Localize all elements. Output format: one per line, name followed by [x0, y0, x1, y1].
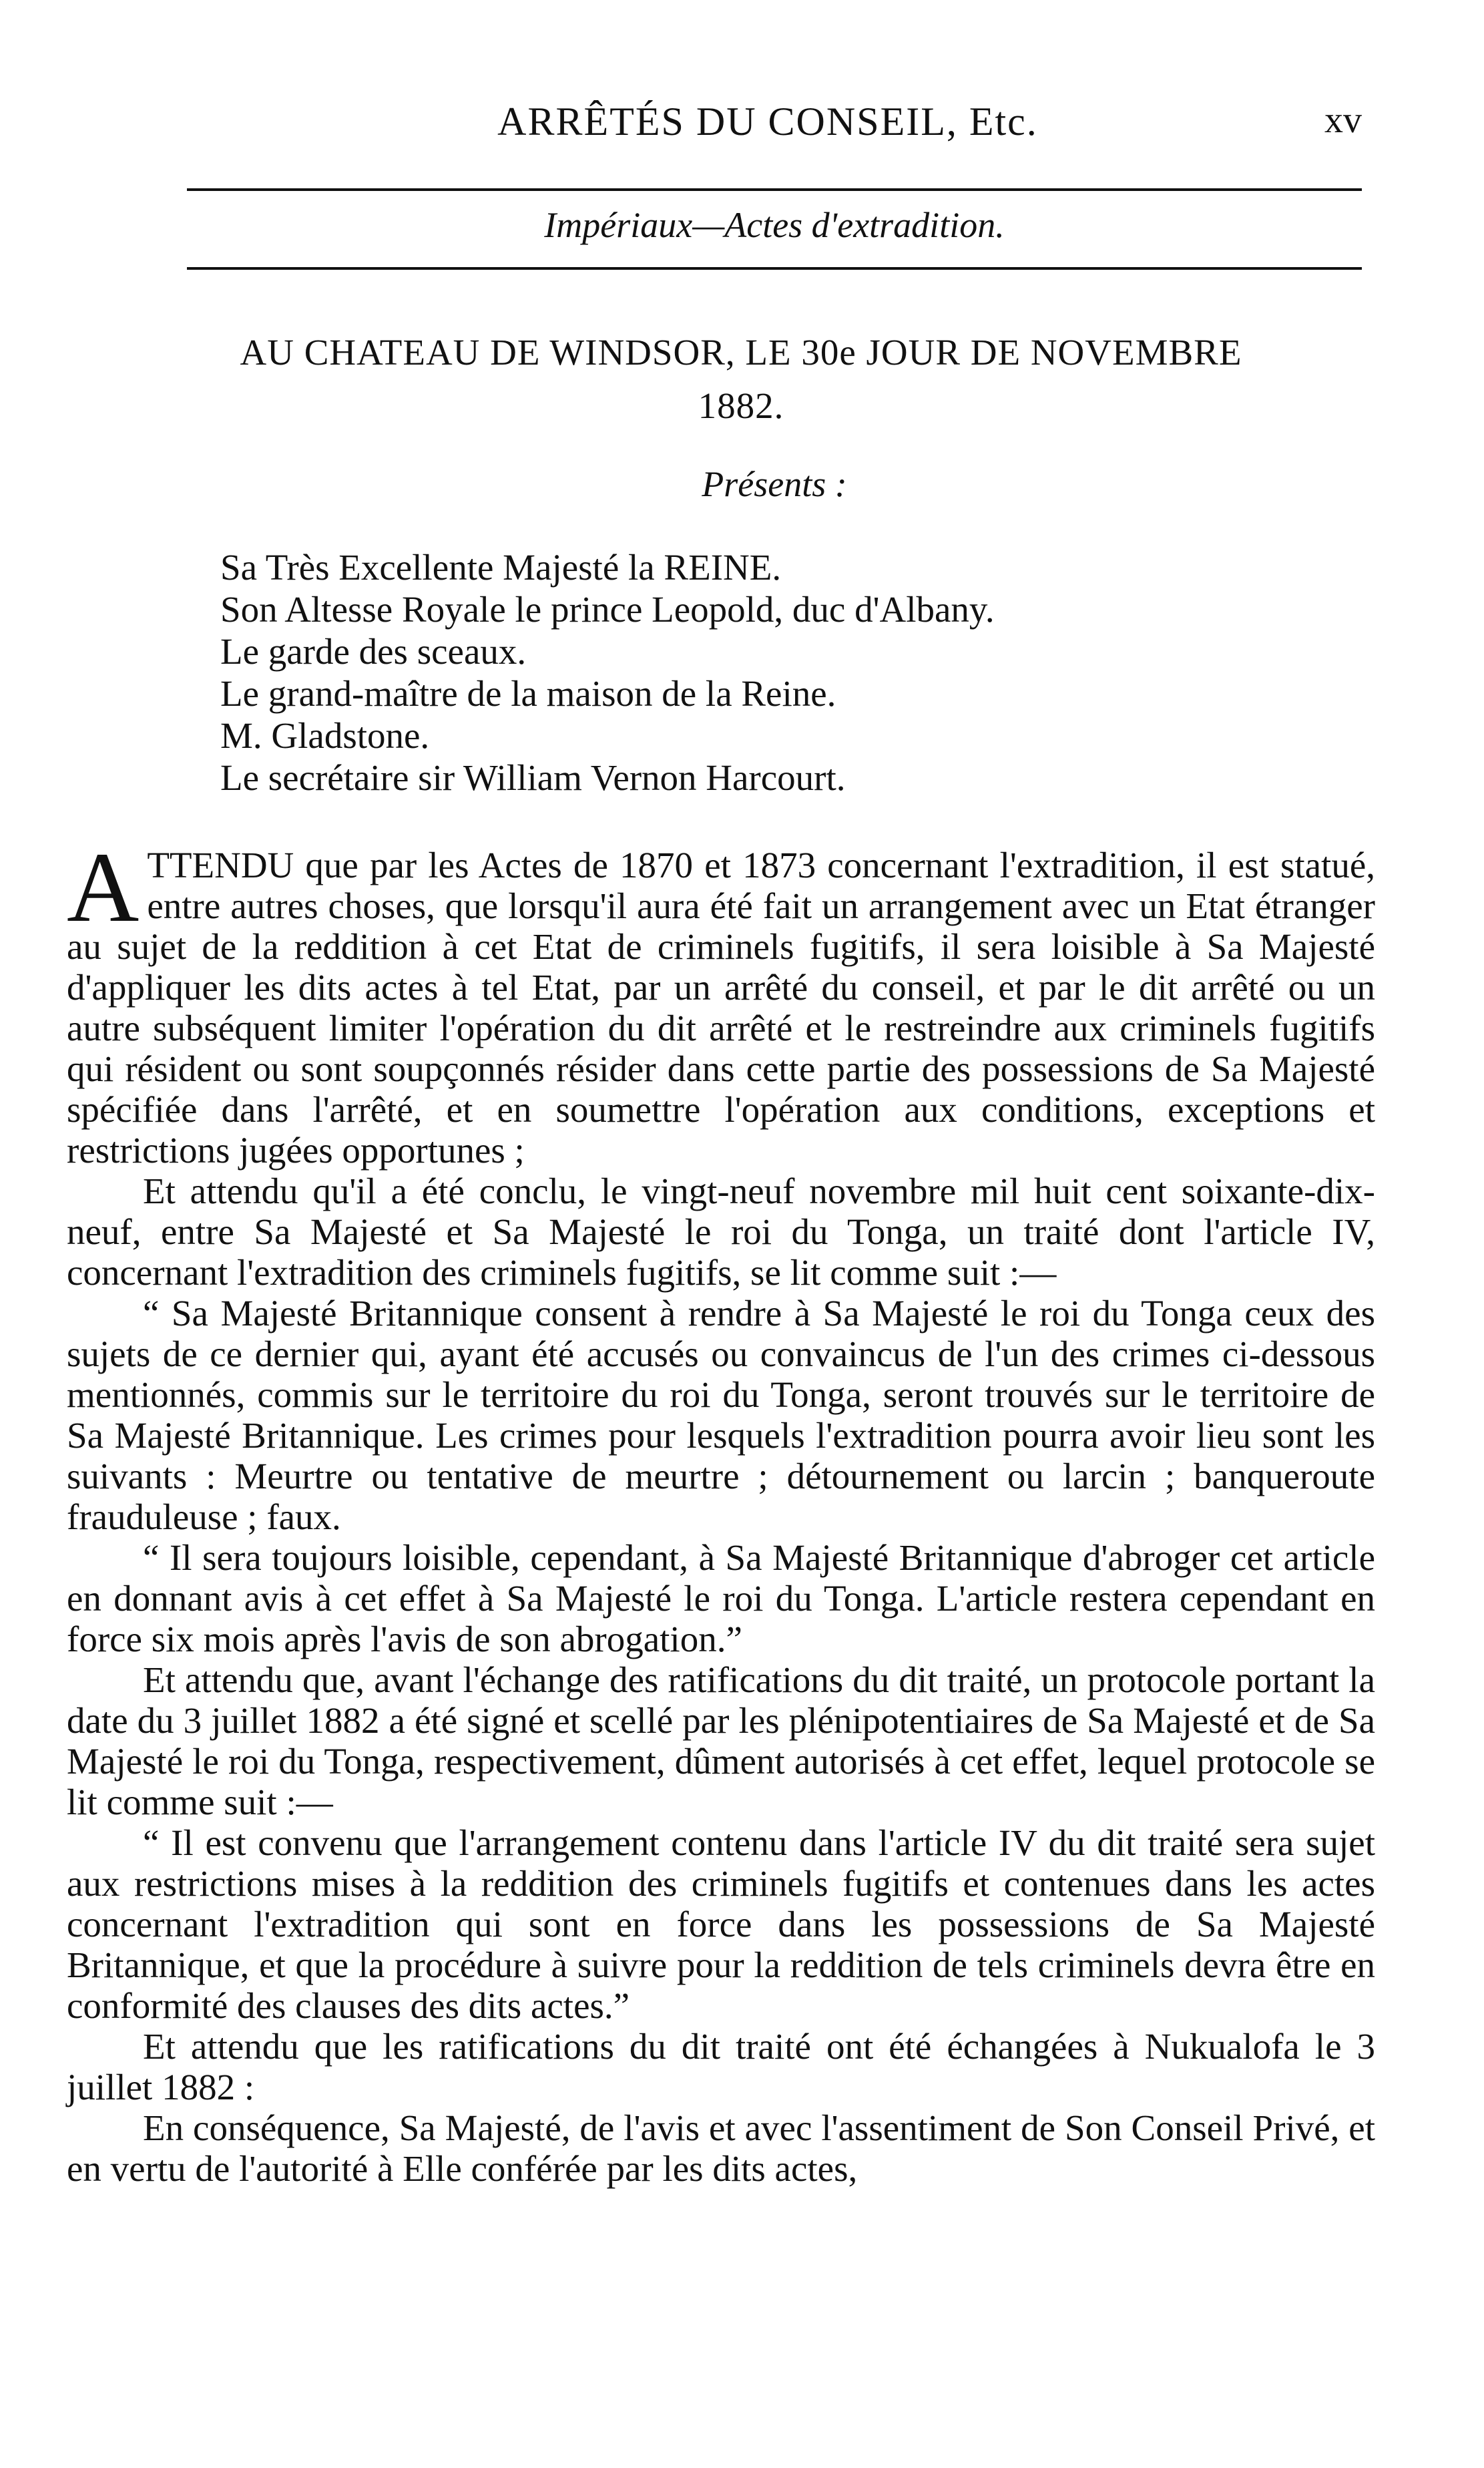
attendee-item: Le garde des sceaux.: [220, 631, 527, 672]
attendee-item: Le secrétaire sir William Vernon Harcourt.: [220, 757, 846, 798]
attendee-item: Sa Très Excellente Majesté la REINE.: [220, 547, 782, 588]
page-number: xv: [1324, 99, 1362, 141]
paragraph-4: “ Il sera toujours loisible, cependant, à Sa Majesté Britannique d'abroger cet article en donnant avis à cet effet à Sa Majesté le roi du Tonga. L'article restera cependant en force six mois après l'avis de son abrogation.”: [67, 1537, 1375, 1659]
heading-line-1: AU CHATEAU DE WINDSOR, LE 30e JOUR DE NOVEMBRE: [240, 332, 1242, 373]
paragraph-6: “ Il est convenu que l'arrangement contenu dans l'article IV du dit traité sera sujet aux restrictions mises à la reddition des criminels fugitifs et contenues dans les actes concernant l'extradition qui sont en force dans les possessions de Sa Majesté Britannique, et que la procédure à suivre pour la reddition de tels criminels devra être en conformité des clauses des dits actes.”: [67, 1822, 1375, 2026]
paragraph-1: [67, 832, 1375, 1171]
paragraph-2: Et attendu qu'il a été conclu, le vingt-neuf novembre mil huit cent soixante-dix-neuf, entre Sa Majesté et Sa Majesté le roi du Tonga, un traité dont l'article IV, concernant l'extradition des criminels fugitifs, se lit comme suit :—: [67, 1171, 1375, 1293]
body-text: [67, 832, 1375, 2189]
heading-line-2: 1882.: [698, 385, 784, 426]
bottom-rule: [187, 267, 1362, 270]
running-title: ARRÊTÉS DU CONSEIL, Etc.: [497, 99, 1038, 144]
paragraph-7: Et attendu que les ratifications du dit traité ont été échangées à Nukualofa le 3 juillet 1882 :: [67, 2026, 1375, 2107]
attendee-item: Son Altesse Royale le prince Leopold, duc d'Albany.: [220, 589, 995, 630]
presents-label: Présents :: [702, 464, 847, 504]
drop-cap-letter: A: [67, 832, 140, 943]
paragraph-1-text: TTENDU que par les Actes de 1870 et 1873 concernant l'extradition, il est statué, entre autres choses, que lorsqu'il aura été fait un arrangement avec un Etat étranger au sujet de la reddition à cet Etat de criminels fugitifs, il sera loisible à Sa Majesté d'appliquer les dits actes à tel Etat, par un arrêté du conseil, et par le dit arrêté ou un autre subséquent limiter l'opération du dit arrêté et le restreindre aux criminels fugitifs qui résident ou sont soupçonnés résider dans cette partie des possessions de Sa Majesté spécifiée dans l'arrêté, et en soumettre l'opération aux conditions, exceptions et restrictions jugées opportunes ;: [67, 845, 1375, 1171]
running-head: [174, 93, 1362, 154]
order-heading: [120, 326, 1362, 433]
attendee-list: [220, 546, 995, 799]
paragraph-3: “ Sa Majesté Britannique consent à rendre à Sa Majesté le roi du Tonga ceux des sujets de ce dernier qui, ayant été accusés ou convaincus de l'un des crimes ci-dessous mentionnés, commis sur le territoire du roi du Tonga, seront trouvés sur le territoire de Sa Majesté Britannique. Les crimes pour lesquels l'extradition pourra avoir lieu sont les suivants : Meurtre ou tentative de meurtre ; détournement ou larcin ; banqueroute frauduleuse ; faux.: [67, 1293, 1375, 1537]
paragraph-8: En conséquence, Sa Majesté, de l'avis et avec l'assentiment de Son Conseil Privé, et en vertu de l'autorité à Elle conférée par les dits actes,: [67, 2107, 1375, 2189]
top-rule: [187, 188, 1362, 191]
attendee-item: Le grand-maître de la maison de la Reine.: [220, 673, 836, 714]
paragraph-5: Et attendu que, avant l'échange des ratifications du dit traité, un protocole portant la date du 3 juillet 1882 a été signé et scellé par les plénipotentiaires de Sa Majesté et de Sa Majesté le roi du Tonga, respectivement, dûment autorisés à cet effet, lequel protocole se lit comme suit :—: [67, 1659, 1375, 1822]
section-subhead: Impériaux—Actes d'extradition.: [544, 205, 1005, 245]
attendee-item: M. Gladstone.: [220, 715, 430, 756]
